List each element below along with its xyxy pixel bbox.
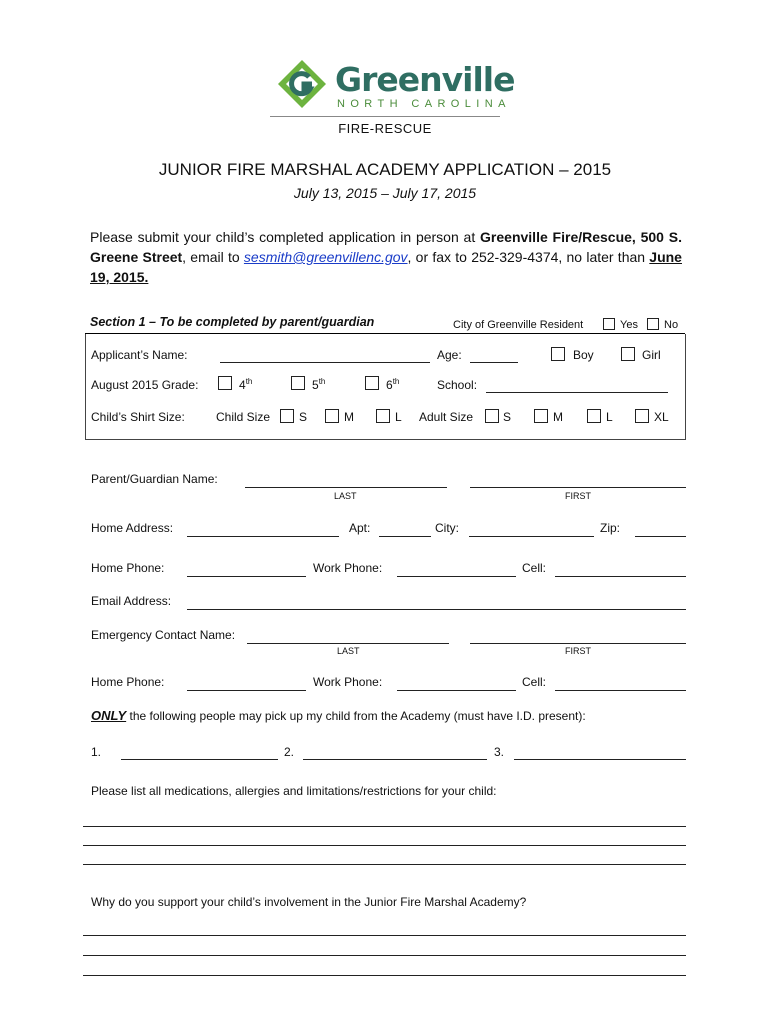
child-s-checkbox[interactable] xyxy=(280,409,294,423)
grade-5-checkbox[interactable] xyxy=(291,376,305,390)
why-label: Why do you support your child’s involvement in the Junior Fire Marshal Academy? xyxy=(91,895,527,909)
emergency-home-phone-field[interactable] xyxy=(187,690,306,691)
why-line-1[interactable] xyxy=(83,935,686,936)
emergency-cell-field[interactable] xyxy=(555,690,686,691)
boy-label: Boy xyxy=(573,348,594,362)
apt-field[interactable] xyxy=(379,536,431,537)
only-emphasis: ONLY xyxy=(91,708,127,723)
email-address-label: Email Address: xyxy=(91,594,172,608)
adult-m-checkbox[interactable] xyxy=(534,409,548,423)
medications-line-2[interactable] xyxy=(83,845,686,846)
adult-xl-checkbox[interactable] xyxy=(635,409,649,423)
city-label: City: xyxy=(435,521,459,535)
pickup-3-label: 3. xyxy=(494,745,505,759)
intro-text: Please submit your child’s completed application in person at xyxy=(90,229,481,245)
emergency-first-field[interactable] xyxy=(470,643,686,644)
age-label: Age: xyxy=(437,348,462,362)
pickup-text: the following people may pick up my child from the Academy (must have I.D. present): xyxy=(126,709,586,723)
last-caption: LAST xyxy=(337,646,360,656)
applicant-name-label: Applicant’s Name: xyxy=(91,348,188,362)
pickup-1-label: 1. xyxy=(91,745,102,759)
age-field[interactable] xyxy=(470,362,518,363)
greenville-g-icon xyxy=(276,58,332,114)
intro-text: , email to xyxy=(182,249,244,265)
department-name: FIRE-RESCUE xyxy=(338,121,432,136)
intro-paragraph xyxy=(90,227,682,287)
guardian-name-label: Parent/Guardian Name: xyxy=(91,472,218,486)
ordinal-suffix: th xyxy=(318,377,326,386)
guardian-first-field[interactable] xyxy=(470,487,686,488)
medications-label: Please list all medications, allergies and limitations/restrictions for your child: xyxy=(91,784,497,798)
pickup-2-field[interactable] xyxy=(303,759,487,760)
medications-line-1[interactable] xyxy=(83,826,686,827)
emergency-last-field[interactable] xyxy=(247,643,449,644)
last-caption: LAST xyxy=(334,491,357,501)
grade-4-checkbox[interactable] xyxy=(218,376,232,390)
child-m-checkbox[interactable] xyxy=(325,409,339,423)
shirt-size-label: Child’s Shirt Size: xyxy=(91,410,185,424)
home-phone-field[interactable] xyxy=(187,576,306,577)
adult-l-label: L xyxy=(606,410,613,424)
emergency-home-phone-label: Home Phone: xyxy=(91,675,165,689)
adult-s-label: S xyxy=(503,410,512,424)
boy-checkbox[interactable] xyxy=(551,347,565,361)
grade-6-checkbox[interactable] xyxy=(365,376,379,390)
zip-field[interactable] xyxy=(635,536,686,537)
page-title: JUNIOR FIRE MARSHAL ACADEMY APPLICATION – 2015 xyxy=(158,160,612,179)
adult-m-label: M xyxy=(553,410,563,424)
child-size-label: Child Size xyxy=(216,410,271,424)
grade-number: 5 xyxy=(312,378,319,392)
emergency-cell-label: Cell: xyxy=(522,675,547,689)
city-field[interactable] xyxy=(469,536,594,537)
grade-5-label xyxy=(312,377,325,392)
email-address-field[interactable] xyxy=(187,609,686,610)
cell-label: Cell: xyxy=(522,561,547,575)
resident-yes-checkbox[interactable] xyxy=(603,318,615,330)
logo-wordmark: Greenville xyxy=(335,60,515,99)
grade-number: 6 xyxy=(386,378,393,392)
child-s-label: S xyxy=(299,410,308,424)
resident-label: City of Greenville Resident xyxy=(453,319,584,331)
pickup-instructions xyxy=(91,708,586,723)
adult-l-checkbox[interactable] xyxy=(587,409,601,423)
home-address-label: Home Address: xyxy=(91,521,174,535)
home-phone-label: Home Phone: xyxy=(91,561,165,575)
child-l-checkbox[interactable] xyxy=(376,409,390,423)
logo-divider xyxy=(270,116,500,117)
school-label: School: xyxy=(437,378,478,392)
academy-dates: July 13, 2015 – July 17, 2015 xyxy=(293,185,477,201)
adult-size-label: Adult Size xyxy=(419,410,474,424)
grade-label: August 2015 Grade: xyxy=(91,378,199,392)
grade-6-label xyxy=(386,377,399,392)
resident-no-checkbox[interactable] xyxy=(647,318,659,330)
home-address-field[interactable] xyxy=(187,536,339,537)
grade-number: 4 xyxy=(239,378,246,392)
girl-label: Girl xyxy=(642,348,661,362)
pickup-2-label: 2. xyxy=(284,745,295,759)
girl-checkbox[interactable] xyxy=(621,347,635,361)
adult-s-checkbox[interactable] xyxy=(485,409,499,423)
applicant-name-field[interactable] xyxy=(220,362,430,363)
resident-no-label: No xyxy=(664,319,679,331)
pickup-3-field[interactable] xyxy=(514,759,686,760)
child-m-label: M xyxy=(344,410,354,424)
first-caption: FIRST xyxy=(565,646,591,656)
why-line-2[interactable] xyxy=(83,955,686,956)
intro-location: Greenville Fire/Rescue, 500 S. Greene Street xyxy=(90,229,682,265)
intro-text: , or fax to 252-329-4374, no later than xyxy=(407,249,650,265)
deadline-date: June 19, 2015. xyxy=(90,249,682,285)
apt-label: Apt: xyxy=(349,521,371,535)
cell-field[interactable] xyxy=(555,576,686,577)
first-caption: FIRST xyxy=(565,491,591,501)
section1-heading: Section 1 – To be completed by parent/guardian xyxy=(90,315,375,329)
adult-xl-label: XL xyxy=(654,410,669,424)
medications-line-3[interactable] xyxy=(83,864,686,865)
emergency-contact-label: Emergency Contact Name: xyxy=(91,628,236,642)
ordinal-suffix: th xyxy=(392,377,400,386)
emergency-work-phone-field[interactable] xyxy=(397,690,516,691)
guardian-last-field[interactable] xyxy=(245,487,447,488)
why-line-3[interactable] xyxy=(83,975,686,976)
logo-subtitle: NORTH CAROLINA xyxy=(337,98,511,110)
child-l-label: L xyxy=(395,410,402,424)
zip-label: Zip: xyxy=(600,521,621,535)
ordinal-suffix: th xyxy=(245,377,253,386)
resident-yes-label: Yes xyxy=(620,319,638,331)
work-phone-label: Work Phone: xyxy=(313,561,383,575)
pickup-1-field[interactable] xyxy=(121,759,278,760)
grade-4-label xyxy=(239,377,252,392)
work-phone-field[interactable] xyxy=(397,576,516,577)
school-field[interactable] xyxy=(486,392,668,393)
email-link[interactable]: sesmith@greenvillenc.gov xyxy=(243,249,408,265)
emergency-work-phone-label: Work Phone: xyxy=(313,675,383,689)
